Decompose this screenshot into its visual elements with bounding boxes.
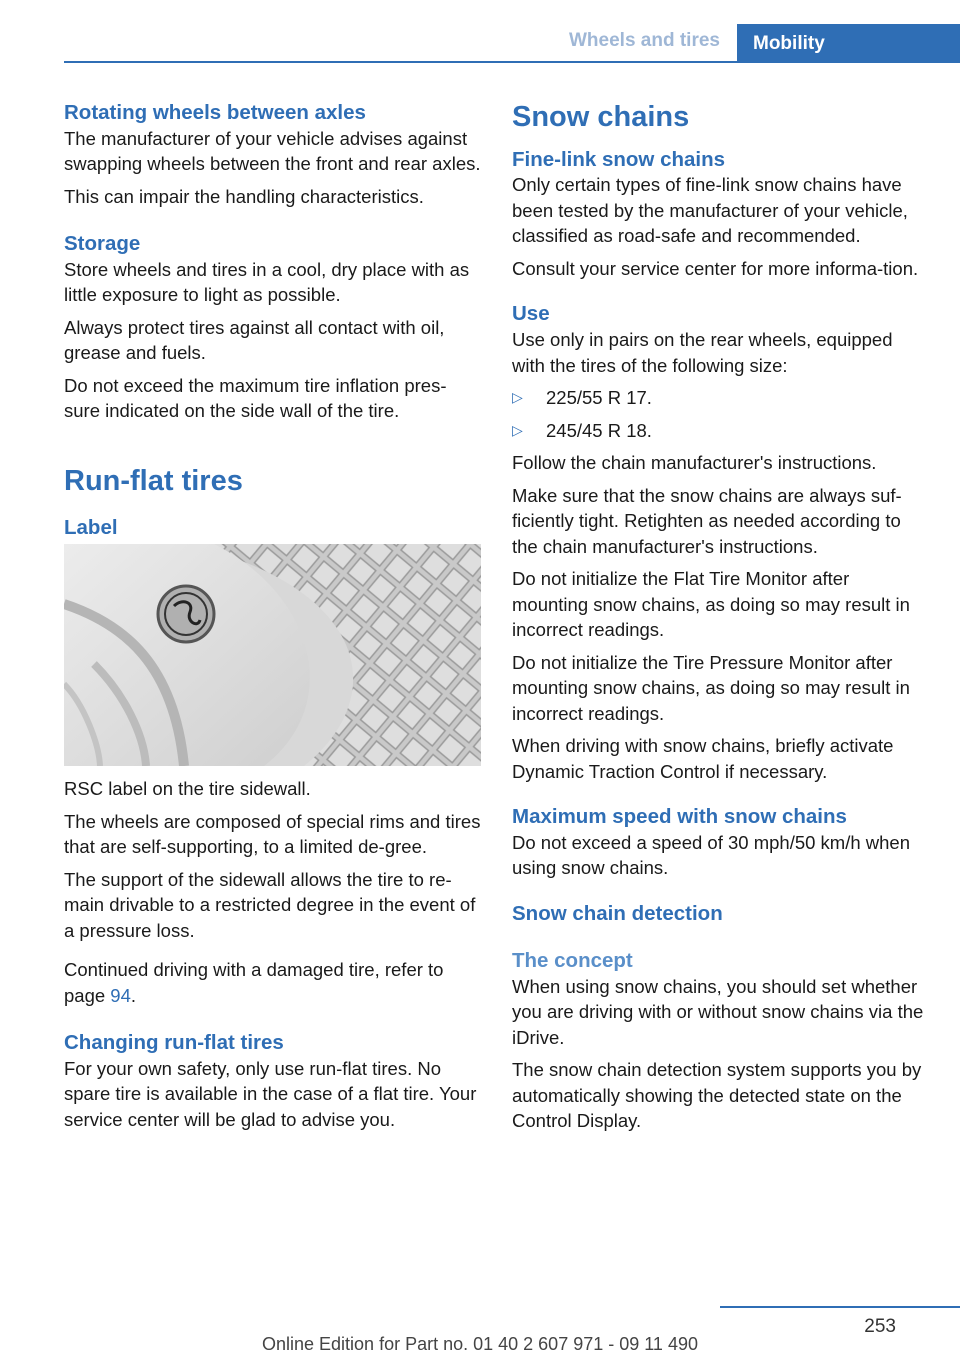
left-column	[64, 100, 481, 1139]
use-p4: Do not initialize the Flat Tire Monitor after mounting snow chains, as doing so may result in incorrect readings.	[512, 568, 910, 641]
runflat-title: Run-flat tires	[64, 464, 243, 497]
detection-p2: The snow chain detection system supports you by automatically showing the detected state on the Control Display.	[512, 1059, 922, 1132]
header-rule	[64, 61, 960, 63]
edition-footer: Online Edition for Part no. 01 40 2 607 971 - 09 11 490	[262, 1334, 698, 1354]
use-p1: Use only in pairs on the rear wheels, equipped with the tires of the following size:	[512, 329, 893, 376]
runflat-p2: The support of the sidewall allows the tire to re‐main drivable to a restricted degree in the event of a pressure loss.	[64, 868, 476, 941]
concept-heading: The concept	[512, 949, 633, 973]
fine-p2: Consult your service center for more informa‐tion.	[512, 257, 919, 279]
rotating-heading: Rotating wheels between axles	[64, 101, 366, 124]
page-number: 253	[864, 1316, 896, 1337]
rsc-caption: RSC label on the tire sidewall.	[64, 778, 311, 800]
use-p3: Make sure that the snow chains are always suf‐ficiently tight. Retighten as needed according to the chain manufacturer's instructions.	[512, 484, 902, 557]
use-heading: Use	[512, 302, 550, 326]
rotating-p1: The manufacturer of your vehicle advises against swapping wheels between the front and rear axles.	[64, 127, 481, 175]
runflat-p3-end: .	[130, 984, 137, 1006]
snow-chains-title: Snow chains	[512, 101, 690, 133]
detection-p1: When using snow chains, you should set whether you are driving with or without snow chains via the iDrive.	[512, 975, 924, 1048]
runflat-p3	[64, 957, 481, 1008]
label-heading: Label	[64, 515, 118, 539]
tire-size-list	[512, 385, 930, 443]
rsc-tire-image	[64, 544, 481, 766]
bullet-icon: ▷	[512, 421, 523, 438]
changing-p1: For your own safety, only use run-flat tires. No spare tire is available in the case of a flat tire. Your service center will be glad to advise you.	[64, 1057, 477, 1130]
max-speed-heading: Maximum speed with snow chains	[512, 805, 847, 829]
runflat-p1: The wheels are composed of special rims and tires that are self-supporting, to a limited de‐gree.	[64, 810, 481, 858]
header-chapter-tab: Mobility	[737, 24, 960, 63]
storage-p2: Always protect tires against all contact with oil, grease and fuels.	[64, 316, 445, 364]
max-speed-p1: Do not exceed a speed of 30 mph/50 km/h when using snow chains.	[512, 831, 911, 879]
list-item-text: 245/45 R 18.	[546, 419, 652, 441]
runflat-p3-text: Continued driving with a damaged tire, refer to page	[64, 959, 444, 1006]
storage-heading: Storage	[64, 232, 141, 256]
fine-link-heading: Fine-link snow chains	[512, 147, 726, 171]
list-item-text: 225/55 R 17.	[546, 387, 652, 409]
rotating-p2: This can impair the handling characteristics.	[64, 185, 424, 207]
changing-heading: Changing run-flat tires	[64, 1031, 284, 1055]
fine-p1: Only certain types of fine-link snow chains have been tested by the manufacturer of your vehicle, classified as road-safe and recommended.	[512, 174, 908, 247]
page-94-link[interactable]: 94	[110, 984, 131, 1006]
bullet-icon: ▷	[512, 389, 523, 406]
storage-p1: Store wheels and tires in a cool, dry place with as little exposure to light as possible.	[64, 258, 470, 306]
use-p2: Follow the chain manufacturer's instructions.	[512, 452, 877, 474]
use-p6: When driving with snow chains, briefly activate Dynamic Traction Control if necessary.	[512, 735, 894, 782]
list-item	[512, 418, 930, 444]
header-section-title: Wheels and tires	[569, 30, 720, 51]
detection-heading: Snow chain detection	[512, 901, 723, 925]
footer-rule	[720, 1306, 960, 1308]
list-item	[512, 385, 930, 411]
storage-p3: Do not exceed the maximum tire inflation pres‐sure indicated on the side wall of the tire.	[64, 374, 447, 422]
right-column	[512, 100, 930, 1141]
use-p5: Do not initialize the Tire Pressure Monitor after mounting snow chains, as doing so may result in incorrect readings.	[512, 651, 910, 724]
